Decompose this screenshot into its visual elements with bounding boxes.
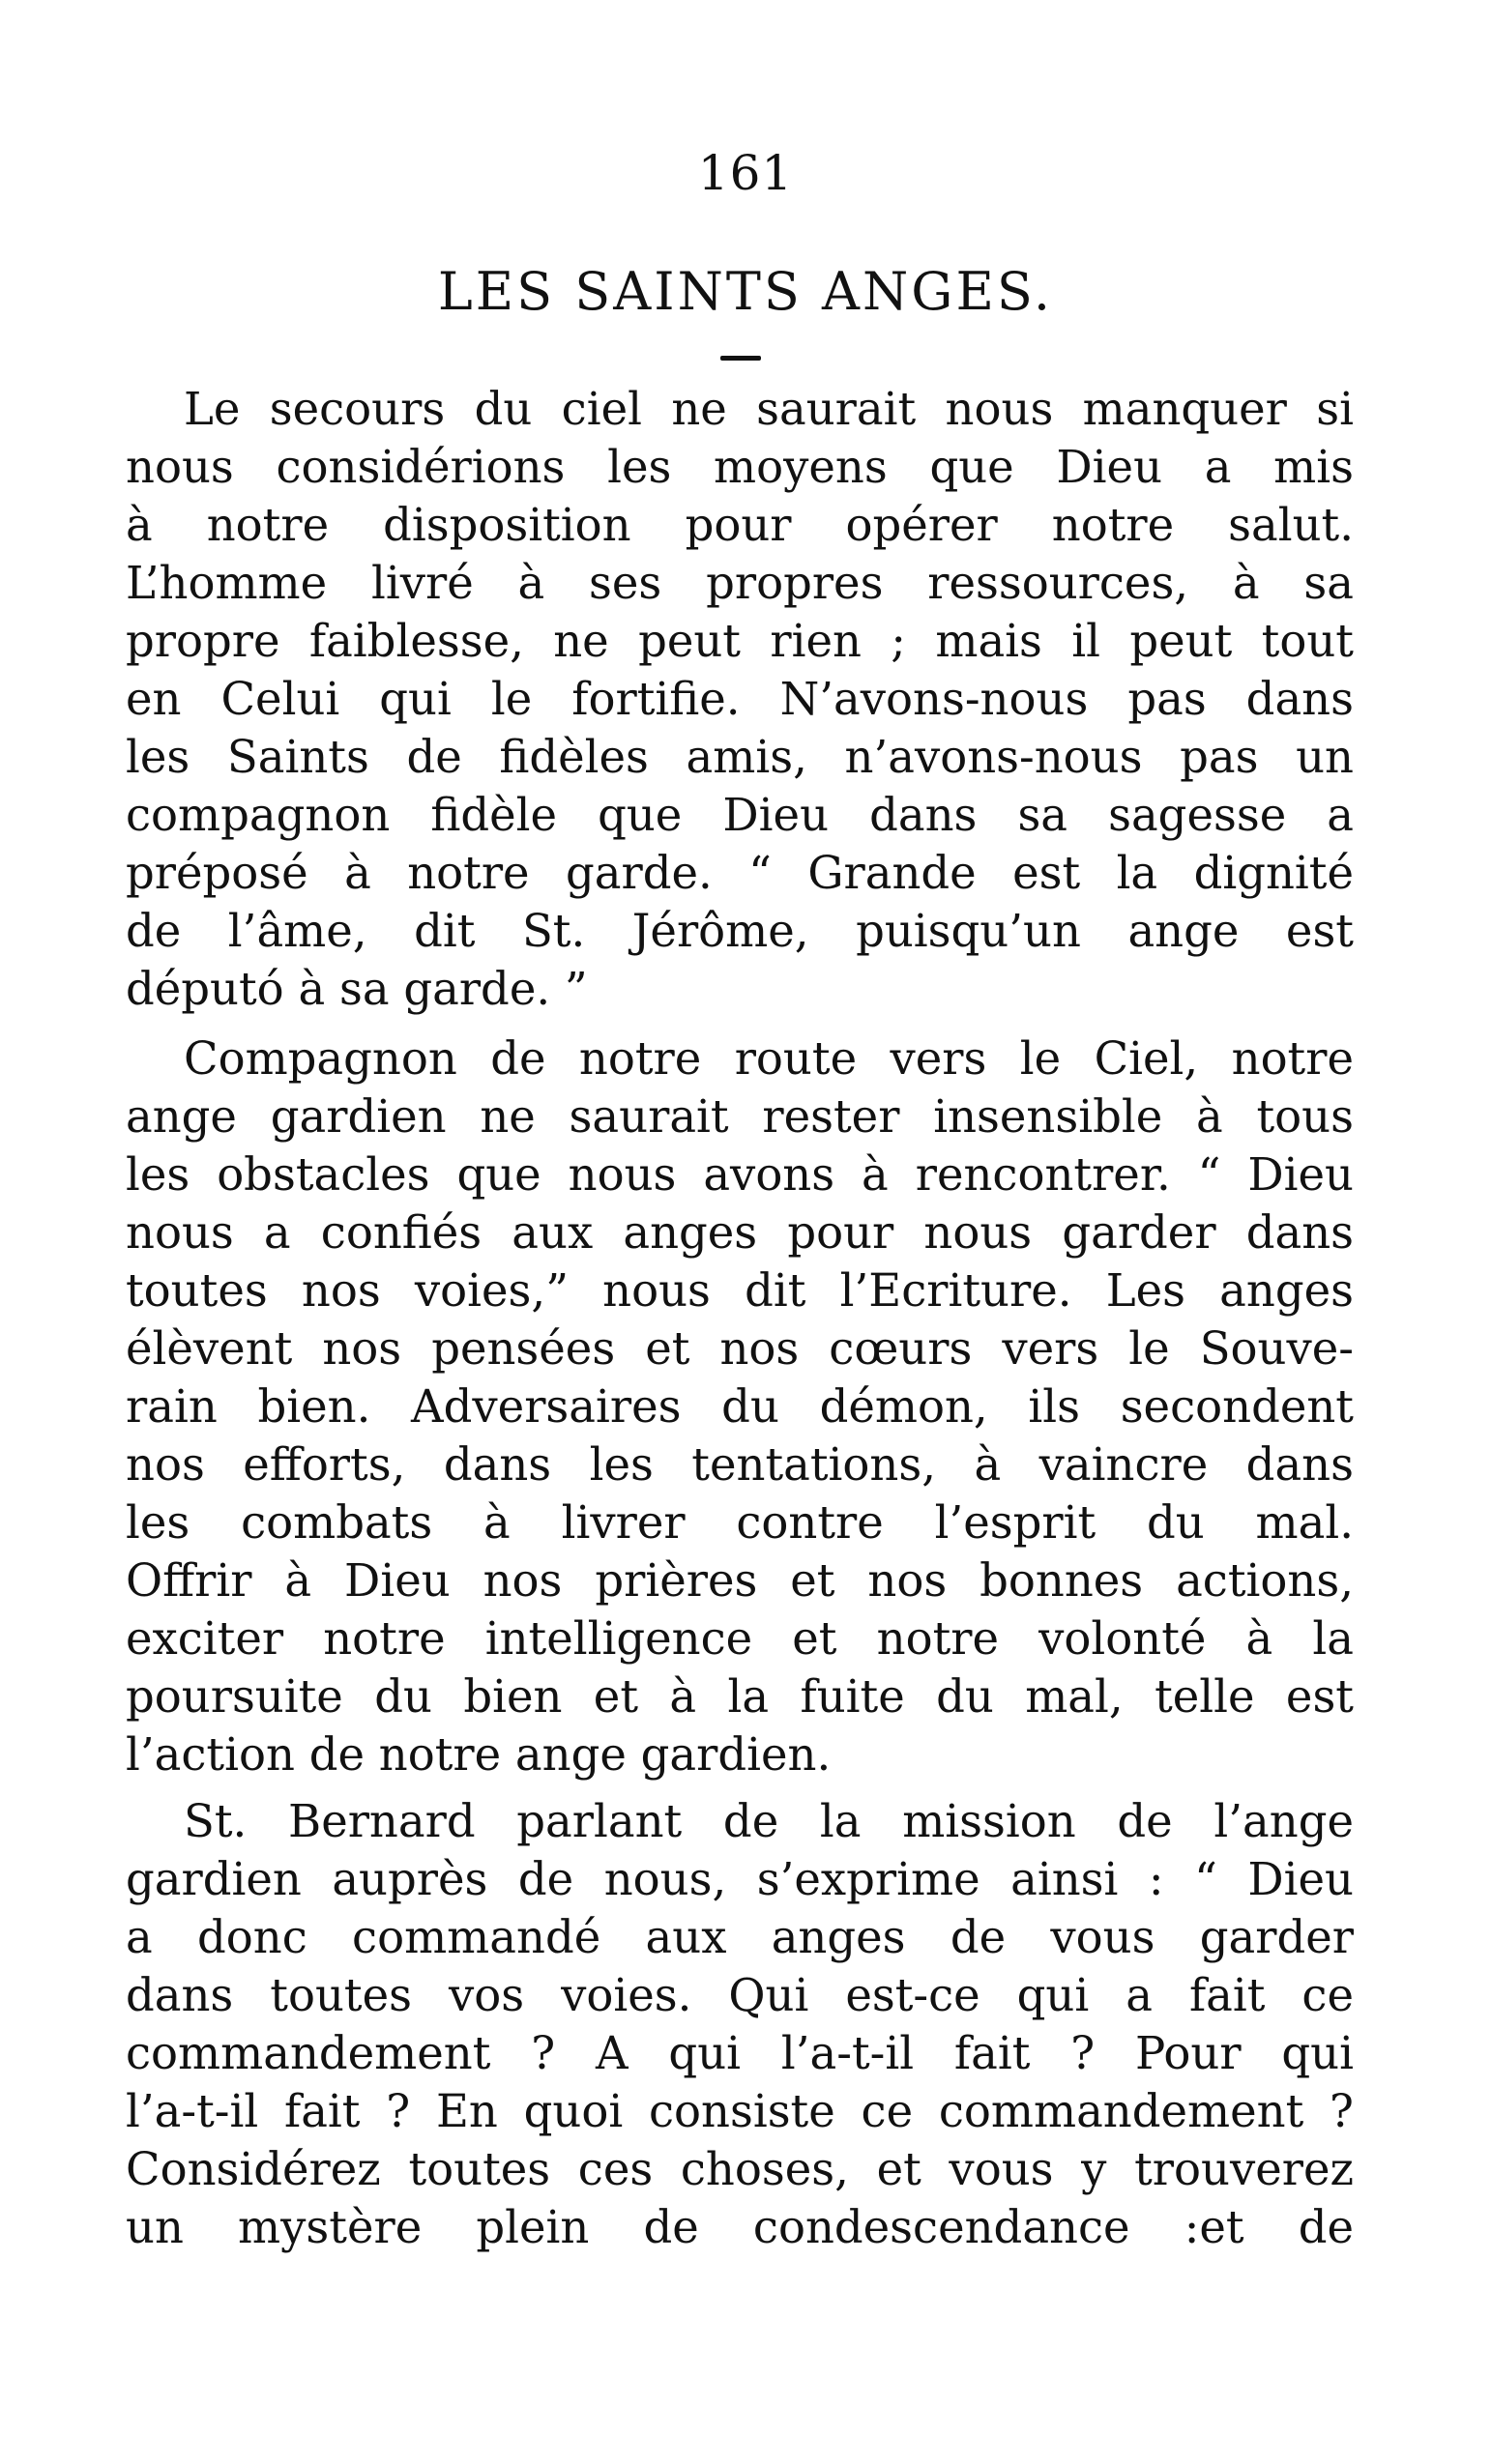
text-line: un mystère plein de condescendance :et de: [126, 2201, 1354, 2253]
text-line: nous a confiés aux anges pour nous garder dans: [126, 1206, 1354, 1259]
text-line: compagnon fidèle que Dieu dans sa sagesse a: [126, 789, 1354, 841]
text-line: en Celui qui le fortifie. N’avons-nous pas dans: [126, 673, 1354, 725]
text-line: députó à sa garde. ”: [126, 963, 588, 1015]
page-number: 161: [697, 145, 794, 201]
text-line: propre faiblesse, ne peut rien ; mais il peut tout: [126, 615, 1354, 667]
text-line: de l’âme, dit St. Jérôme, puisqu’un ange est: [126, 905, 1354, 957]
text-line: St. Bernard parlant de la mission de l’ange: [184, 1795, 1354, 1847]
text-line: nos efforts, dans les tentations, à vaincre dans: [126, 1438, 1354, 1491]
text-line: l’action de notre ange gardien.: [126, 1728, 832, 1781]
text-line: poursuite du bien et à la fuite du mal, telle est: [126, 1670, 1354, 1723]
paragraph-2: [126, 1029, 1354, 1783]
chapter-title: LES SAINTS ANGES.: [437, 261, 1054, 322]
text-line: à notre disposition pour opérer notre salut.: [126, 499, 1354, 551]
text-line: commandement ? A qui l’a-t-il fait ? Pour qui: [126, 2027, 1354, 2079]
text-line: dans toutes vos voies. Qui est-ce qui a fait ce: [126, 1969, 1354, 2021]
text-line: exciter notre intelligence et notre volonté à la: [126, 1612, 1354, 1665]
text-line: préposé à notre garde. “ Grande est la dignité: [126, 847, 1354, 899]
text-line: les Saints de fidèles amis, n’avons-nous pas un: [126, 731, 1354, 783]
text-line: a donc commandé aux anges de vous garder: [126, 1911, 1354, 1963]
text-line: nous considérions les moyens que Dieu a mis: [126, 441, 1354, 493]
title-divider: [720, 356, 761, 361]
text-line: ange gardien ne saurait rester insensible à tous: [126, 1090, 1354, 1143]
text-line: Le secours du ciel ne saurait nous manquer si: [184, 383, 1354, 435]
text-line: l’a-t-il fait ? En quoi consiste ce commandement ?: [126, 2085, 1354, 2137]
text-line: rain bien. Adversaires du démon, ils secondent: [126, 1380, 1354, 1433]
text-line: L’homme livré à ses propres ressources, à sa: [126, 557, 1354, 609]
text-line: élèvent nos pensées et nos cœurs vers le Souve-: [126, 1322, 1354, 1375]
text-line: les obstacles que nous avons à rencontrer. “ Dieu: [126, 1148, 1354, 1201]
text-line: toutes nos voies,” nous dit l’Ecriture. Les anges: [126, 1264, 1354, 1317]
text-line: gardien auprès de nous, s’exprime ainsi : “ Dieu: [126, 1853, 1354, 1905]
text-line: les combats à livrer contre l’esprit du mal.: [126, 1496, 1354, 1549]
text-line: Offrir à Dieu nos prières et nos bonnes actions,: [126, 1554, 1354, 1607]
paragraph-1: [126, 380, 1354, 1018]
text-line: Compagnon de notre route vers le Ciel, notre: [184, 1032, 1354, 1085]
paragraph-3: [126, 1792, 1354, 2256]
text-line: Considérez toutes ces choses, et vous y trouverez: [126, 2143, 1354, 2195]
